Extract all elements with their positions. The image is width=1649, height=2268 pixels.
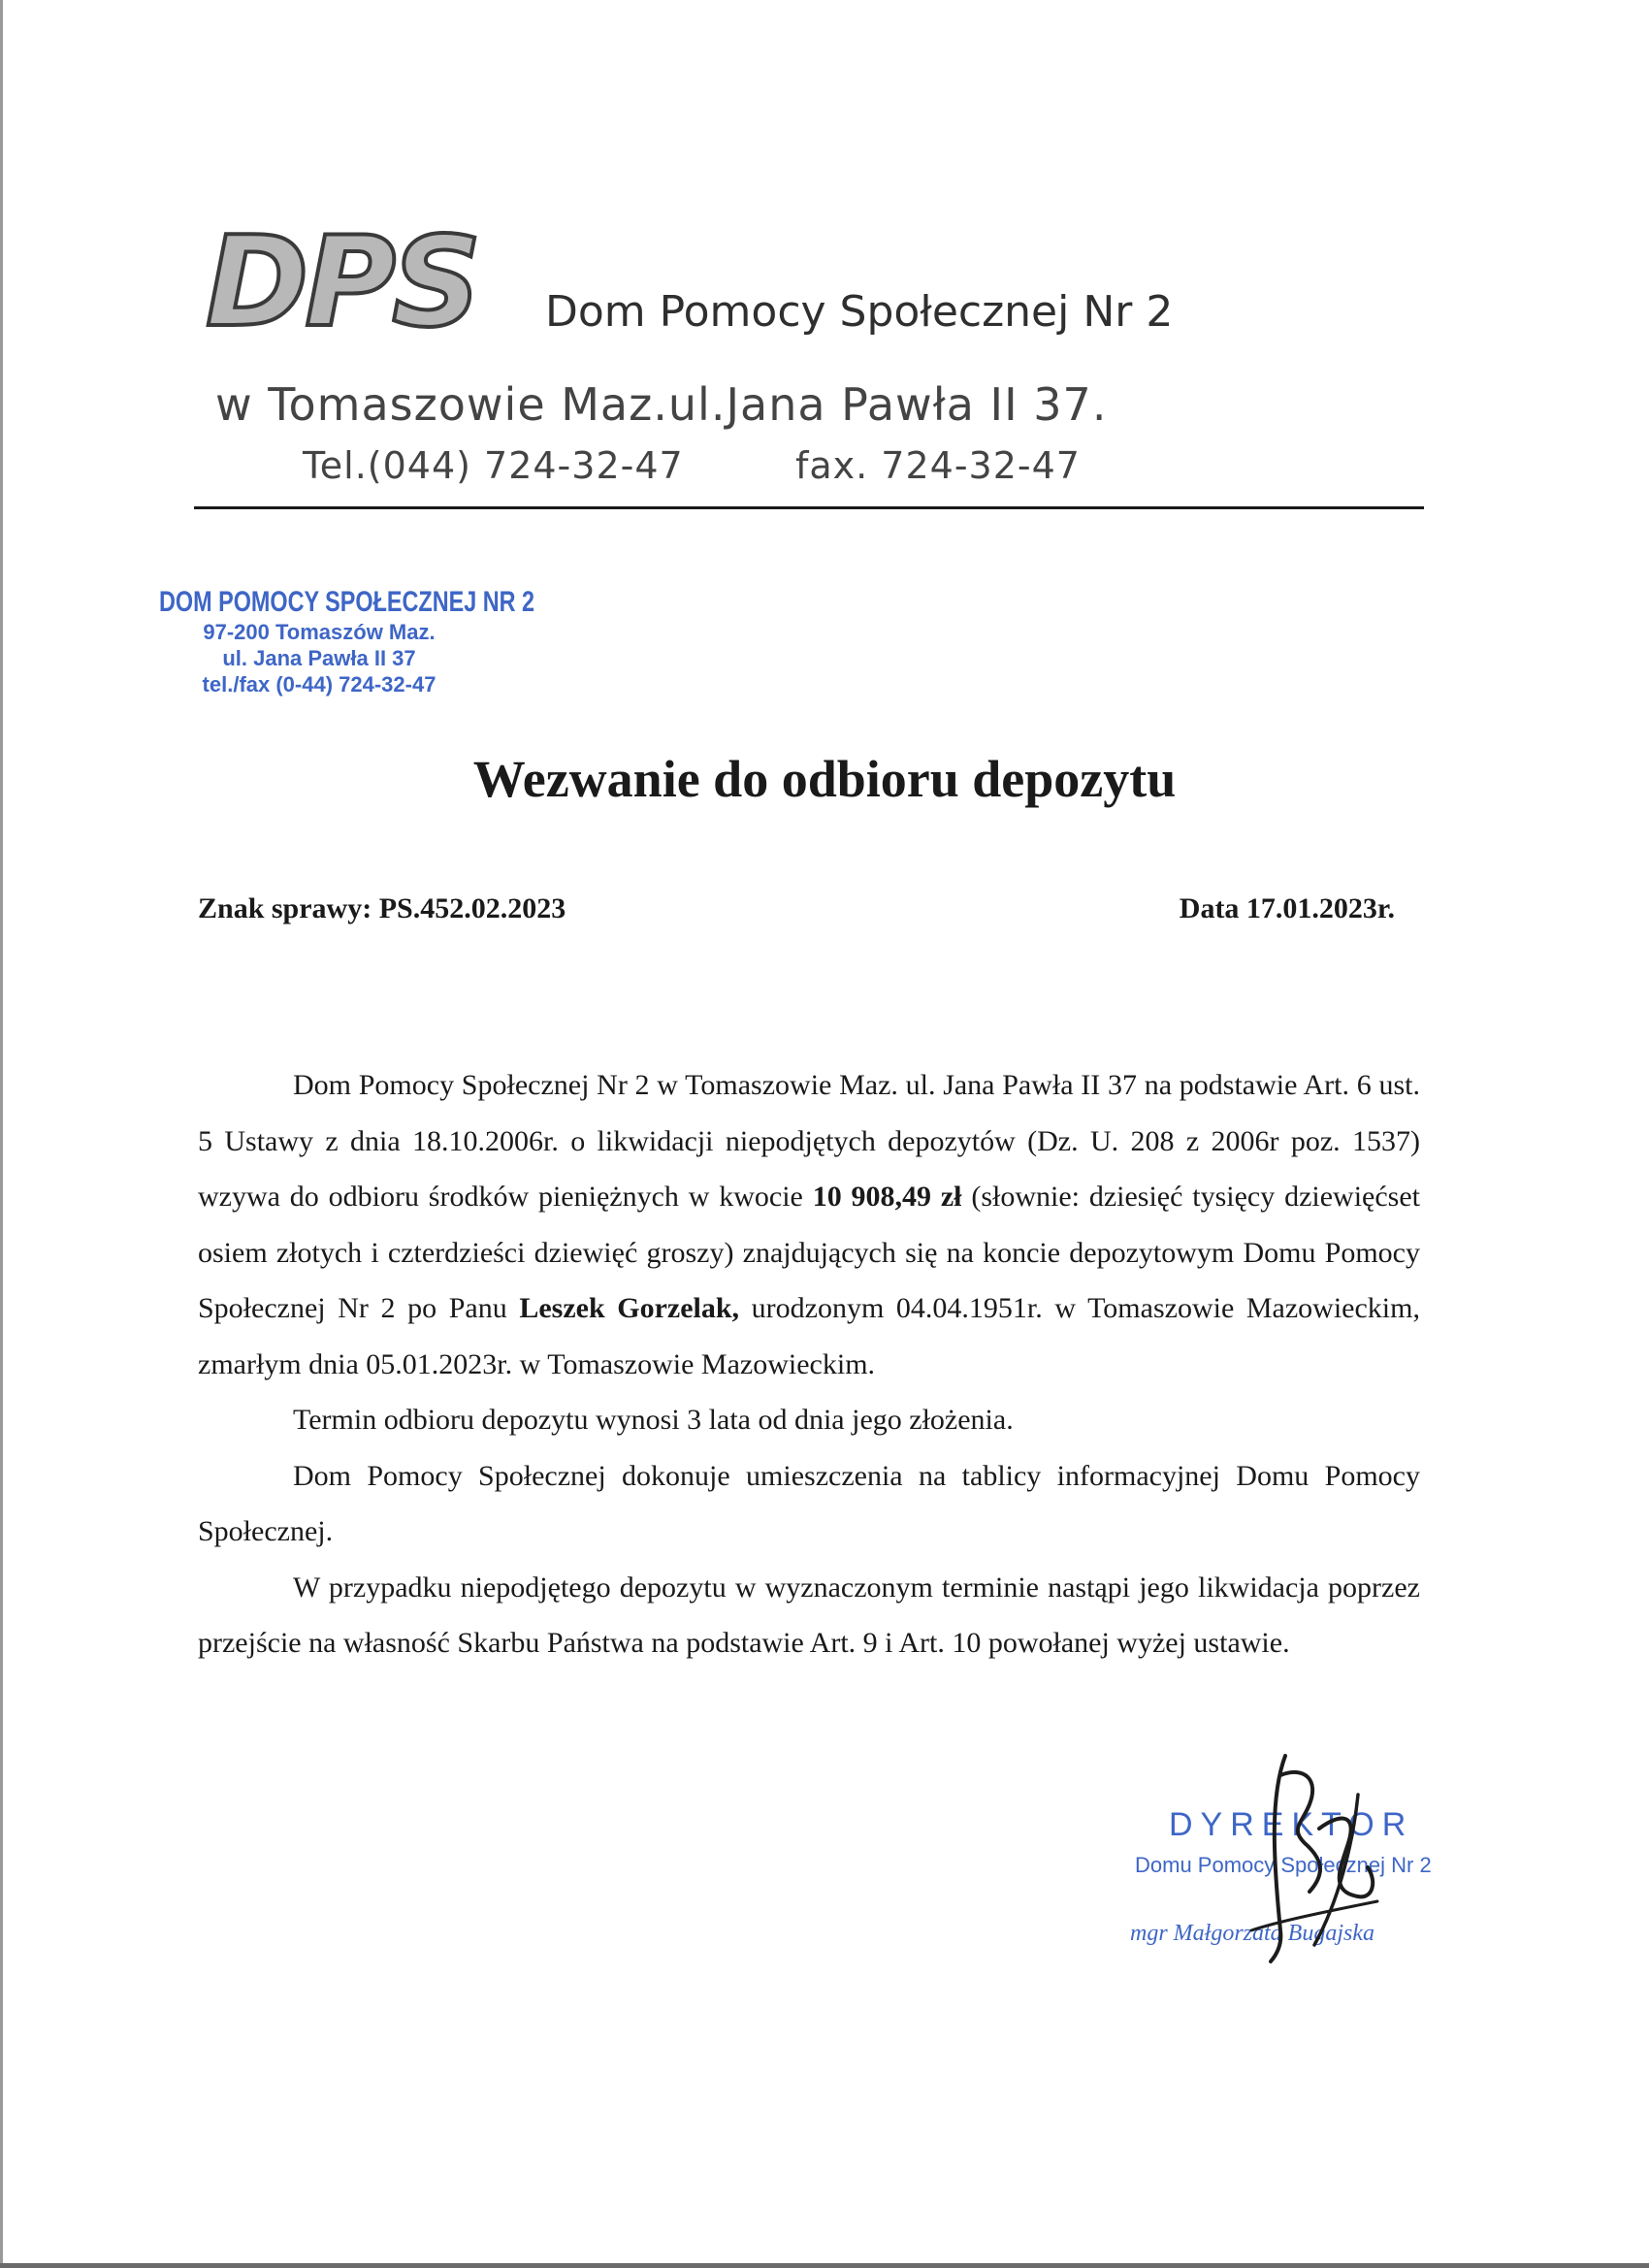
institution-stamp	[159, 586, 535, 697]
paragraph-1-text-c: urodzonym 04.04.1951r. w Tomaszowie Mazowieckim, zmarłym dnia 05.01.2023r. w Tomaszowie Mazowieckim.	[198, 1292, 1420, 1380]
page-edge-bottom	[0, 2263, 1649, 2268]
paragraph-1-text-b: (słownie: dziesięć tysięcy dziewięćset osiem złotych i czterdzieści dziewięć groszy) znajdujących się na koncie depozytowym Domu Pomocy Społecznej Nr 2 po Panu	[198, 1181, 1421, 1324]
document-title: Wezwanie do odbioru depozytu	[472, 750, 1177, 808]
letterhead-fax: fax. 724-32-47	[795, 444, 1081, 487]
letterhead-divider	[194, 506, 1424, 509]
deceased-name: Leszek Gorzelak,	[519, 1292, 740, 1324]
paragraph-2: Termin odbioru depozytu wynosi 3 lata od dnia jego złożenia.	[293, 1404, 1014, 1436]
stamp-street: ul. Jana Pawła II 37	[222, 646, 416, 670]
paragraph-4: W przypadku niepodjętego depozytu w wyznaczonym terminie nastąpi jego likwidacja poprzez przejście na własność Skarbu Państwa na podstawie Art. 9 i Art. 10 powołanej wyżej ustawie.	[198, 1571, 1420, 1659]
stamp-phone: tel./fax (0-44) 724-32-47	[202, 672, 436, 697]
paragraph-1-text-a: Dom Pomocy Społecznej Nr 2 w Tomaszowie Maz. ul. Jana Pawła II 37 na podstawie Art. 6 ust. 5 Ustawy z dnia 18.10.2006r. o likwidacji niepodjętych depozytów (Dz. U. 208 z 2006r poz. 1537) wzywa do odbioru środków pieniężnych w kwocie	[198, 1069, 1420, 1213]
handwritten-signature	[1212, 1736, 1426, 1969]
letterhead-phone: Tel.(044) 724-32-47	[303, 444, 684, 487]
letterhead-name: Dom Pomocy Społecznej Nr 2	[545, 287, 1174, 337]
paragraph-3: Dom Pomocy Społecznej dokonuje umieszczenia na tablicy informacyjnej Domu Pomocy Społecznej.	[198, 1459, 1420, 1547]
stamp-institution: DOM POMOCY SPOŁECZNEJ NR 2	[159, 586, 535, 618]
deposit-amount: 10 908,49 zł	[812, 1181, 962, 1213]
dps-logo: DPS	[206, 211, 478, 355]
signature-person: mgr Małgorzata Bugajska	[1130, 1921, 1374, 1946]
signature-organization: Domu Pomocy Społecznej Nr 2	[1135, 1853, 1432, 1877]
letterhead-address: w Tomaszowie Maz.ul.Jana Pawła II 37.	[215, 378, 1108, 431]
document-date: Data 17.01.2023r.	[1179, 892, 1395, 924]
paragraph-1	[198, 1057, 1420, 1392]
stamp-postal: 97-200 Tomaszów Maz.	[203, 620, 436, 644]
case-number: Znak sprawy: PS.452.02.2023	[198, 892, 566, 924]
signature-title: DYREKTOR	[1169, 1806, 1414, 1843]
document-body	[198, 1057, 1420, 1671]
page-edge	[0, 0, 3, 2268]
